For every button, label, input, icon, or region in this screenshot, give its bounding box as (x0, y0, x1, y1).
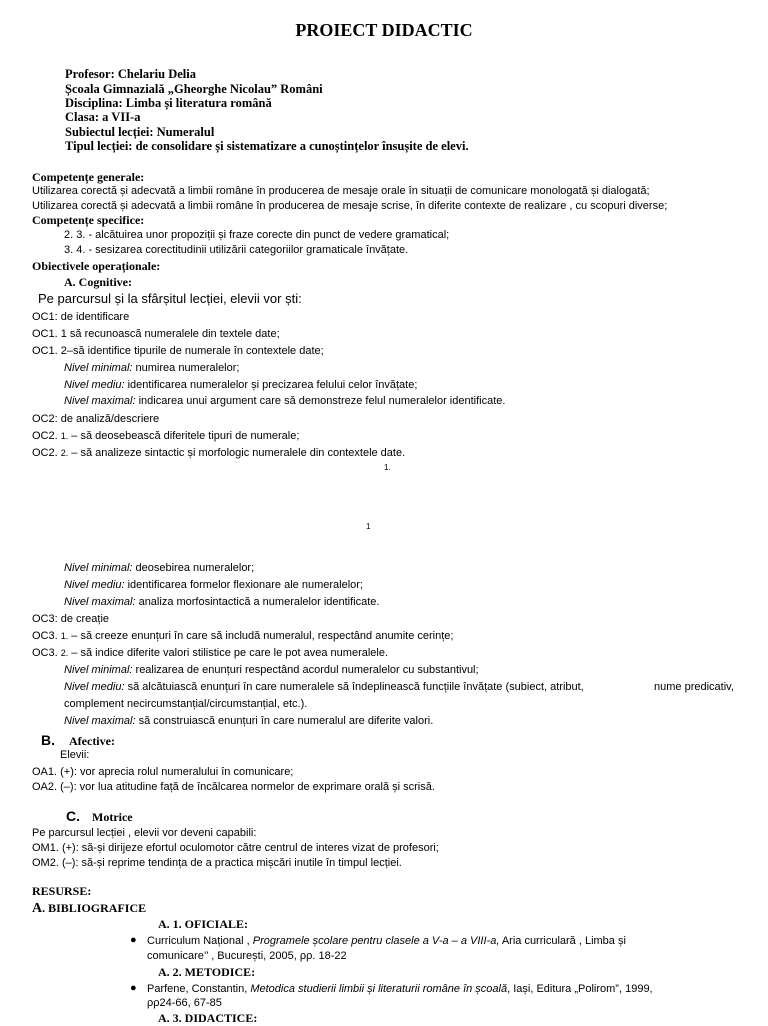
om2: OM2. (–): să-și reprime tendința de a practica mișcări inutile în timpul lecției. (32, 857, 402, 869)
oc-code: OC2. (32, 447, 61, 459)
oc-num: 2. (60, 448, 69, 458)
methodic-heading: A. 2. METODICE: (158, 965, 256, 979)
affective-subject: Elevii: (60, 749, 90, 761)
ref-part: Curriculum Național , (147, 935, 253, 947)
bibliographic-heading (32, 899, 146, 917)
oc3-2 (32, 647, 388, 659)
bibliographic-letter: A (32, 901, 43, 916)
oc3-level-med-cont: complement necircumstanțial/circumstanțial, etc.). (64, 698, 308, 710)
objectives-heading: Obiectivele operaționale: (32, 259, 161, 273)
oc-code: OC3. (32, 647, 61, 659)
cognitive-intro: Pe parcursul și la sfârșitul lecției, elevii vor ști: (38, 291, 302, 306)
official-heading: A. 1. OFICIALE: (158, 917, 249, 931)
affective-heading: Afective: (69, 734, 115, 748)
specific-competence-1: 2. 3. - alcătuirea unor propoziții și fraze corecte din punct de vedere gramatical; (64, 229, 450, 241)
oc3-heading: OC3: de creație (32, 613, 110, 625)
reference-curriculum-cont: comunicare’’ , București, 2005, ρρ. 18-22 (147, 950, 347, 962)
oc-code: OC2. (32, 430, 61, 442)
oc-text: – să deosebească diferitele tipuri de numerale; (68, 430, 300, 442)
affective-letter: B. (41, 732, 55, 748)
oc1-heading: OC1: de identificare (32, 311, 130, 323)
level-label: Nivel maximal: (64, 395, 136, 407)
oc1-level-min (64, 362, 239, 374)
oc-num: 2. (60, 648, 69, 658)
reference-parfene-cont: ρρ24-66, 67-85 (147, 997, 222, 1009)
oc1-level-max (64, 395, 505, 407)
oc2-heading: OC2: de analiză/descriere (32, 413, 160, 425)
oc2-1 (32, 430, 299, 442)
level-text: să alcătuiască enunțuri în care numeralele să îndeplinească funcțiile învățate (subiect, atribut, (124, 681, 584, 693)
oc3-level-min (64, 664, 479, 676)
ref-part: , Iași, Editura „Polirom”, 1999, (507, 983, 653, 995)
ref-part: Parfene, Constantin, (147, 983, 251, 995)
oc-text: – să analizeze sintactic și morfologic numeralele din contextele date. (68, 447, 406, 459)
level-label: Nivel minimal: (64, 362, 133, 374)
oa2: OA2. (–): vor lua atitudine față de încălcarea normelor de exprimare orală și scrisă. (32, 781, 435, 793)
page-number: 1 (366, 522, 371, 531)
level-label: Nivel maximal: (64, 715, 136, 727)
header-lesson-type: Tipul lecției: de consolidare și sistematizare a cunoștințelor însușite de elevi. (65, 139, 469, 153)
level-label: Nivel minimal: (64, 562, 133, 574)
bullet-icon: ● (130, 934, 137, 946)
om1: OM1. (+): să-și dirijeze efortul oculomotor către centrul de interes vizat de profesori; (32, 842, 439, 854)
oc3-level-med-tail: nume predicativ, (654, 681, 734, 693)
oc-text: – să indice diferite valori stilistice pe care le pot avea numeralele. (68, 647, 389, 659)
ref-title: Metodica studierii limbii și literaturii române în școală (250, 983, 508, 995)
level-text: identificarea numeralelor și precizarea felului celor învățate; (124, 379, 418, 391)
resources-heading: RESURSE: (32, 884, 92, 898)
specific-competence-2: 3. 4. - sesizarea corectitudinii utilizării categoriilor gramaticale învățate. (64, 244, 409, 256)
ref-part: Aria curriculară , Limba și (499, 935, 626, 947)
reference-curriculum (147, 935, 626, 947)
level-label: Nivel mediu: (64, 579, 125, 591)
level-text: realizarea de enunțuri respectând acordul numeralelor cu substantivul; (132, 664, 479, 676)
oc3-1 (32, 630, 453, 642)
didactic-heading: A. 3. DIDACTICE: (158, 1011, 258, 1025)
bibliographic-label: . BIBLIOGRAFICE (42, 901, 147, 915)
level-label: Nivel maximal: (64, 596, 136, 608)
level-text: analiza morfosintactică a numeralelor identificate. (135, 596, 380, 608)
oc1-level-med (64, 379, 417, 391)
oc2-level-med (64, 579, 363, 591)
oc1-1: OC1. 1 să recunoască numeralele din textele date; (32, 328, 280, 340)
page-marker: 1. (384, 463, 391, 472)
oc1-2: OC1. 2–să identifice tipurile de numerale în contextele date; (32, 345, 324, 357)
general-competence-1: Utilizarea corectă și adecvată a limbii române în producerea de mesaje orale în situații de comunicare monologată și dialogată; (32, 185, 650, 197)
oc-text: – să creeze enunțuri în care să includă numeralul, respectând anumite cerințe; (68, 630, 454, 642)
motor-intro: Pe parcursul lecției , elevii vor deveni capabili: (32, 827, 257, 839)
header-discipline: Disciplina: Limba și literatura română (65, 96, 272, 110)
bullet-icon: ● (130, 982, 137, 994)
oc2-level-max (64, 596, 379, 608)
affective-section (41, 732, 115, 750)
cognitive-heading: A. Cognitive: (64, 275, 132, 289)
reference-parfene (147, 983, 653, 995)
oc-num: 1. (60, 631, 69, 641)
header-school: Școala Gimnazială „Gheorghe Nicolau” Români (65, 82, 323, 96)
level-label: Nivel mediu: (64, 681, 125, 693)
general-competences-heading: Competențe generale: (32, 170, 145, 184)
level-text: indicarea unui argument care să demonstreze felul numeralelor identificate. (135, 395, 506, 407)
header-teacher: Profesor: Chelariu Delia (65, 67, 196, 81)
motor-section (66, 808, 133, 826)
oc3-level-max (64, 715, 433, 727)
specific-competences-heading: Competențe specifice: (32, 213, 145, 227)
oc-code: OC3. (32, 630, 61, 642)
oc-num: 1. (60, 431, 69, 441)
level-text: numirea numeralelor; (132, 362, 240, 374)
header-class: Clasa: a VII-a (65, 110, 141, 124)
level-label: Nivel minimal: (64, 664, 133, 676)
oc2-2 (32, 447, 405, 459)
oc2-level-min (64, 562, 254, 574)
oa1: OA1. (+): vor aprecia rolul numeralului în comunicare; (32, 766, 294, 778)
level-text: identificarea formelor flexionare ale numeralelor; (124, 579, 363, 591)
ref-title: Programele școlare pentru clasele a V-a – a VIII-a, (252, 935, 500, 947)
general-competence-2: Utilizarea corectă și adecvată a limbii române în producerea de mesaje scrise, în diferite contexte de realizare , cu scopuri diverse; (32, 200, 668, 212)
header-subject: Subiectul lecției: Numeralul (65, 125, 215, 139)
level-label: Nivel mediu: (64, 379, 125, 391)
motor-letter: C. (66, 808, 80, 824)
oc3-level-med (64, 681, 584, 693)
page-title: PROIECT DIDACTIC (295, 20, 473, 40)
level-text: să construiască enunțuri în care numeralul are diferite valori. (135, 715, 434, 727)
level-text: deosebirea numeralelor; (132, 562, 255, 574)
motor-heading: Motrice (92, 810, 133, 824)
